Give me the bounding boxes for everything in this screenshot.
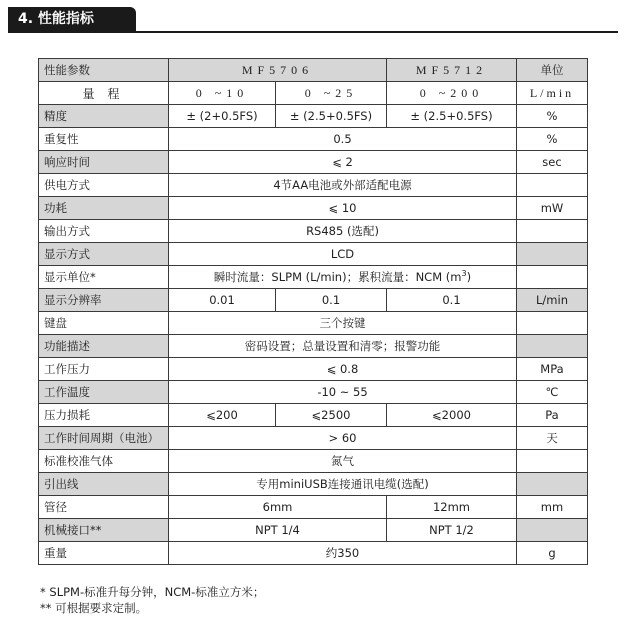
- cell-value: ⩽200: [169, 404, 276, 427]
- table-row: [39, 381, 588, 404]
- row-label: 工作压力: [39, 358, 169, 381]
- row-label: 键盘: [39, 312, 169, 335]
- cell-value: ⩽2000: [387, 404, 517, 427]
- section-rule: [8, 31, 618, 33]
- row-label: 管径: [39, 496, 169, 519]
- section-title: 4. 性能指标: [8, 7, 136, 32]
- table-row: [39, 519, 588, 542]
- row-label: 重复性: [39, 128, 169, 151]
- range-label: 量 程: [39, 82, 169, 105]
- row-unit: [517, 243, 588, 266]
- row-label: 标准校准气体: [39, 450, 169, 473]
- cell-value: 0.01: [169, 289, 276, 312]
- row-unit: [517, 473, 588, 496]
- footnote-1: * SLPM-标准升每分钟，NCM-标准立方米；: [40, 585, 265, 599]
- cell-value: ± (2+0.5FS): [169, 105, 276, 128]
- table-row: [39, 289, 588, 312]
- row-label: 供电方式: [39, 174, 169, 197]
- row-label: 引出线: [39, 473, 169, 496]
- table-row: [39, 450, 588, 473]
- footnote-2: ** 可根据要求定制。: [40, 601, 148, 615]
- row-unit: MPa: [517, 358, 588, 381]
- cell-value: ⩽ 0.8: [169, 358, 517, 381]
- row-label: 显示分辨率: [39, 289, 169, 312]
- row-unit: mm: [517, 496, 588, 519]
- table-row: [39, 358, 588, 381]
- footnotes: [40, 584, 264, 616]
- table-row: [39, 404, 588, 427]
- cell-value: ⩽ 2: [169, 151, 517, 174]
- display-unit-tail: ): [466, 270, 472, 284]
- range-value-2: 0 ~25: [276, 82, 387, 105]
- header-unit: 单位: [517, 59, 588, 82]
- table-row: [39, 197, 588, 220]
- cell-value: ⩽ 10: [169, 197, 517, 220]
- row-unit: [517, 220, 588, 243]
- row-label: 输出方式: [39, 220, 169, 243]
- cell-value: ± (2.5+0.5FS): [276, 105, 387, 128]
- row-unit: [517, 519, 588, 542]
- row-unit: mW: [517, 197, 588, 220]
- row-unit: [517, 450, 588, 473]
- table-row: [39, 496, 588, 519]
- cell-value: 0.1: [276, 289, 387, 312]
- row-label: 机械接口**: [39, 519, 169, 542]
- cell-value: 4节AA电池或外部适配电源: [169, 174, 517, 197]
- table-row: [39, 128, 588, 151]
- table-row: [39, 312, 588, 335]
- cell-value: 氮气: [169, 450, 517, 473]
- table-row: [39, 105, 588, 128]
- header-param: 性能参数: [39, 59, 169, 82]
- table-row: [39, 427, 588, 450]
- cell-value: ⩽2500: [276, 404, 387, 427]
- header-model-1: MF5706: [169, 59, 387, 82]
- cell-value: 约350: [169, 542, 517, 565]
- table-row: [39, 335, 588, 358]
- table-row: [39, 220, 588, 243]
- row-label: 功能描述: [39, 335, 169, 358]
- row-label: 响应时间: [39, 151, 169, 174]
- row-label: 显示方式: [39, 243, 169, 266]
- row-unit: [517, 312, 588, 335]
- table-row: [39, 82, 588, 105]
- spec-table: [38, 58, 588, 565]
- cell-value: NPT 1/2: [387, 519, 517, 542]
- row-unit: 天: [517, 427, 588, 450]
- cell-value: 专用miniUSB连接通讯电缆(选配): [169, 473, 517, 496]
- header-row: [39, 59, 588, 82]
- row-unit: Pa: [517, 404, 588, 427]
- table-row: [39, 151, 588, 174]
- row-label: 重量: [39, 542, 169, 565]
- cell-value: LCD: [169, 243, 517, 266]
- row-unit: [517, 335, 588, 358]
- table-row: [39, 473, 588, 496]
- cell-value: 6mm: [169, 496, 387, 519]
- row-unit: %: [517, 128, 588, 151]
- row-label: 功耗: [39, 197, 169, 220]
- table-row: [39, 266, 588, 289]
- header-model-2: MF5712: [387, 59, 517, 82]
- table-row: [39, 174, 588, 197]
- cell-value: -10 ~ 55: [169, 381, 517, 404]
- range-value-3: 0 ~200: [387, 82, 517, 105]
- row-label: 压力损耗: [39, 404, 169, 427]
- range-value-1: 0 ~10: [169, 82, 276, 105]
- range-unit: L/min: [517, 82, 588, 105]
- row-label: 工作温度: [39, 381, 169, 404]
- row-unit: sec: [517, 151, 588, 174]
- cell-value: 三个按键: [169, 312, 517, 335]
- cell-value: 0.5: [169, 128, 517, 151]
- row-unit: g: [517, 542, 588, 565]
- cell-value: 12mm: [387, 496, 517, 519]
- cell-value: NPT 1/4: [169, 519, 387, 542]
- row-label: 精度: [39, 105, 169, 128]
- table-row: [39, 542, 588, 565]
- row-unit: L/min: [517, 289, 588, 312]
- cell-value: [169, 266, 517, 289]
- row-unit: ℃: [517, 381, 588, 404]
- cell-value: 密码设置；总量设置和清零；报警功能: [169, 335, 517, 358]
- display-unit-text: 瞬时流量：SLPM (L/min)；累积流量：NCM (m: [213, 270, 462, 284]
- cell-value: > 60: [169, 427, 517, 450]
- cell-value: ± (2.5+0.5FS): [387, 105, 517, 128]
- row-label: 显示单位*: [39, 266, 169, 289]
- row-label: 工作时间周期（电池）: [39, 427, 169, 450]
- row-unit: %: [517, 105, 588, 128]
- cell-value: 0.1: [387, 289, 517, 312]
- display-unit-sup: 3: [461, 269, 467, 279]
- row-unit: [517, 174, 588, 197]
- row-unit: [517, 266, 588, 289]
- cell-value: RS485 (选配): [169, 220, 517, 243]
- table-row: [39, 243, 588, 266]
